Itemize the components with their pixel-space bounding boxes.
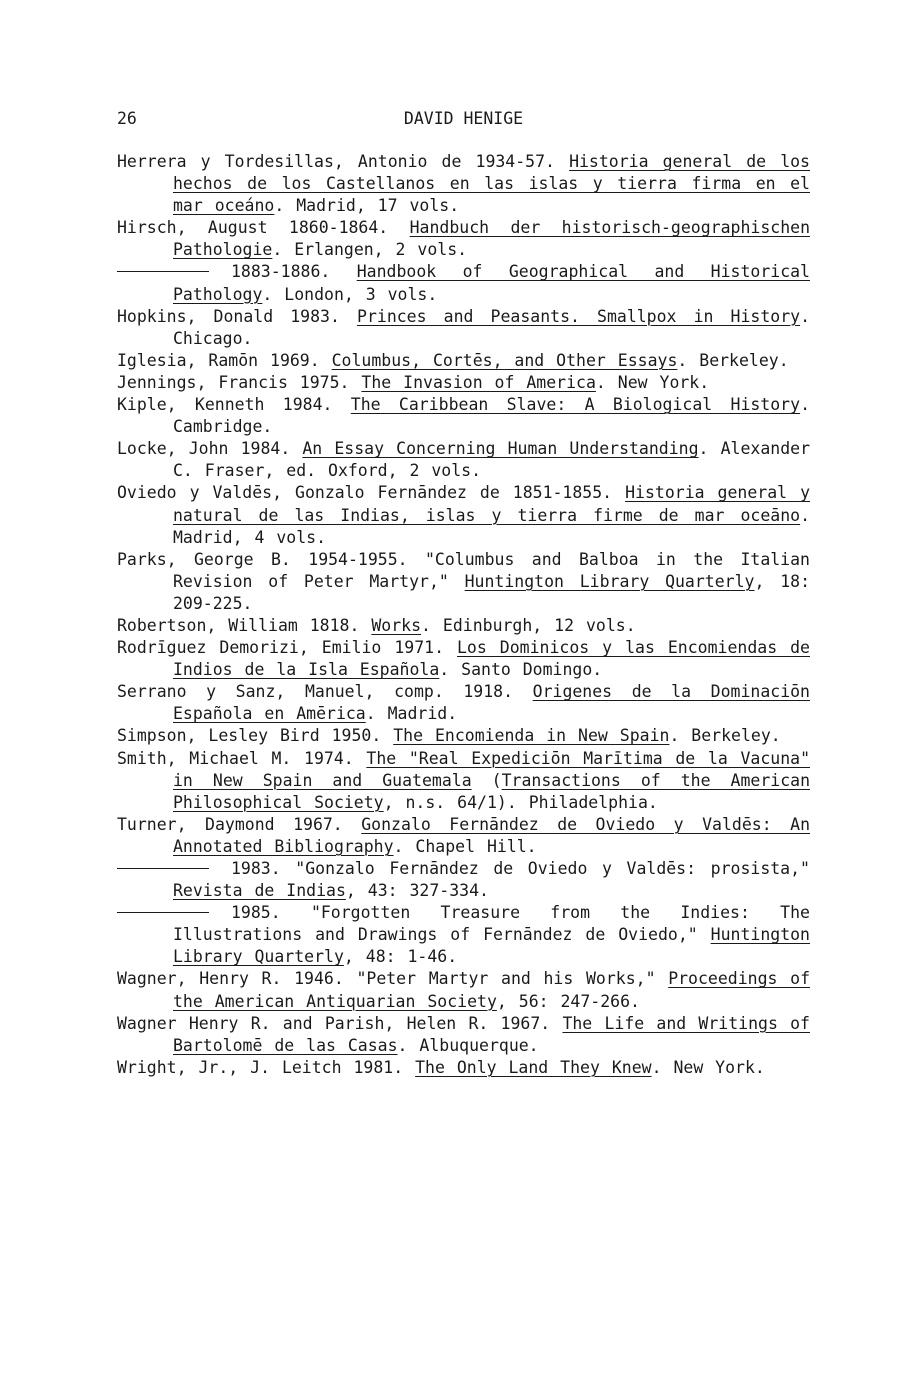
bib-title: The "Real Expediciōn Marītima de la Vacuna" in New Spain and Guatemala xyxy=(173,748,810,790)
bib-entry-wagner-parish: Wagner Henry R. and Parish, Helen R. 1967. The Life and Writings of Bartolomē de las Casas. Albuquerque. xyxy=(117,1013,810,1055)
bib-title: An Essay Concerning Human Understanding xyxy=(302,439,699,459)
bib-entry-wagner-1946: Wagner, Henry R. 1946. "Peter Martyr and his Works," Proceedings of the American Antiquarian Society, 56: 247-266. xyxy=(117,969,811,1011)
author-repeat-rule xyxy=(117,868,209,869)
bib-entry-turner-1983: 1983. "Gonzalo Fernāndez de Oviedo y Valdēs: prosista," Revista de Indias, 43: 327-334. xyxy=(117,858,810,902)
bib-entry-parks: Parks, George B. 1954-1955. "Columbus and Balboa in the Italian Revision of Peter Martyr," Huntington Library Quarterly, 18: 209-225. xyxy=(117,549,811,613)
bib-title: Los Dominicos y las Encomiendas de Indios de la Isla Española xyxy=(173,638,810,680)
bib-entry-wright: Wright, Jr., J. Leitch 1981. The Only Land They Knew. New York. xyxy=(117,1057,765,1077)
bib-title: Works xyxy=(371,615,422,635)
author-repeat-rule xyxy=(117,271,209,272)
bib-entry-serrano: Serrano y Sanz, Manuel, comp. 1918. Origenes de la Dominaciōn Española en Amērica. Madrid. xyxy=(117,682,810,724)
bibliography xyxy=(117,151,810,1079)
bib-title: Handbook of Geographical and Historical Pathology xyxy=(173,262,810,304)
bib-entry-jennings: Jennings, Francis 1975. The Invasion of America. New York. xyxy=(117,372,710,392)
bib-entry-hirsch-1883: 1883-1886. Handbook of Geographical and Historical Pathology. London, 3 vols. xyxy=(117,261,810,305)
bib-title: Huntington Library Quarterly xyxy=(173,925,810,967)
bib-title: The Invasion of America xyxy=(361,372,596,392)
bib-title: The Only Land They Knew xyxy=(415,1057,652,1077)
bib-entry-oviedo: Oviedo y Valdēs, Gonzalo Fernāndez de 1851-1855. Historia general y natural de las Indias, islas y tierra firme de mar oceāno. Madrid, 4 vols. xyxy=(117,483,810,547)
bib-title: Revista de Indias xyxy=(173,881,346,901)
bib-entry-hirsch-1860: Hirsch, August 1860-1864. Handbuch der historisch-geographischen Pathologie. Erlangen, 2 vols. xyxy=(117,218,810,260)
bib-title: Columbus, Cortēs, and Other Essays xyxy=(331,350,678,370)
bib-entry-simpson: Simpson, Lesley Bird 1950. The Encomienda in New Spain. Berkeley. xyxy=(117,726,781,746)
bib-entry-smith: Smith, Michael M. 1974. The "Real Expediciōn Marītima de la Vacuna" in New Spain and Guatemala (Transactions of the American Philosophical Society, n.s. 64/1). Philadelphia. xyxy=(117,748,810,812)
bib-entry-locke: Locke, John 1984. An Essay Concerning Human Understanding. Alexander C. Fraser, ed. Oxford, 2 vols. xyxy=(117,439,811,481)
bib-title: Origenes de la Dominaciōn Española en Amērica xyxy=(173,682,810,724)
bib-title: Proceedings of the American Antiquarian Society xyxy=(173,969,811,1011)
bib-entry-herrera: Herrera y Tordesillas, Antonio de 1934-57. Historia general de los hechos de los Castellanos en las islas y tierra firma en el mar oceáno. Madrid, 17 vols. xyxy=(117,152,810,216)
bib-entry-hopkins: Hopkins, Donald 1983. Princes and Peasants. Smallpox in History. Chicago. xyxy=(117,306,811,348)
bib-entry-rodriguez: Rodrīguez Demorizi, Emilio 1971. Los Dominicos y las Encomiendas de Indios de la Isla Española. Santo Domingo. xyxy=(117,638,810,680)
bib-entry-robertson: Robertson, William 1818. Works. Edinburgh, 12 vols. xyxy=(117,615,636,635)
bib-title: Historia general y natural de las Indias, islas y tierra firme de mar oceāno xyxy=(173,483,810,525)
bib-title-series: Transactions of the American Philosophical Society xyxy=(173,770,810,812)
page-number: 26 xyxy=(117,109,137,128)
author-repeat-rule xyxy=(117,912,209,913)
bib-entry-turner-1967: Turner, Daymond 1967. Gonzalo Fernāndez de Oviedo y Valdēs: An Annotated Bibliography. Chapel Hill. xyxy=(117,814,810,856)
bib-title: Huntington Library Quarterly xyxy=(464,571,755,591)
bib-title: Gonzalo Fernāndez de Oviedo y Valdēs: An Annotated Bibliography xyxy=(173,814,810,856)
running-head: DAVID HENIGE xyxy=(403,109,524,128)
bib-entry-kiple: Kiple, Kenneth 1984. The Caribbean Slave: A Biological History. Cambridge. xyxy=(117,395,810,437)
bib-title: The Encomienda in New Spain xyxy=(393,726,670,746)
bib-title: Historia general de los hechos de los Castellanos en las islas y tierra firma en el mar oceáno xyxy=(173,152,810,216)
bib-entry-turner-1985: 1985. "Forgotten Treasure from the Indies: The Illustrations and Drawings of Fernāndez de Oviedo," Huntington Library Quarterly, 48: 1-46. xyxy=(117,902,810,968)
bib-title: The Life and Writings of Bartolomē de las Casas xyxy=(173,1013,810,1055)
bib-title: The Caribbean Slave: A Biological History xyxy=(350,395,801,415)
bib-title: Princes and Peasants. Smallpox in History xyxy=(357,306,801,326)
bib-title: Handbuch der historisch-geographischen Pathologie xyxy=(173,218,810,260)
bib-entry-iglesia: Iglesia, Ramōn 1969. Columbus, Cortēs, and Other Essays. Berkeley. xyxy=(117,350,789,370)
page-header xyxy=(117,108,810,130)
